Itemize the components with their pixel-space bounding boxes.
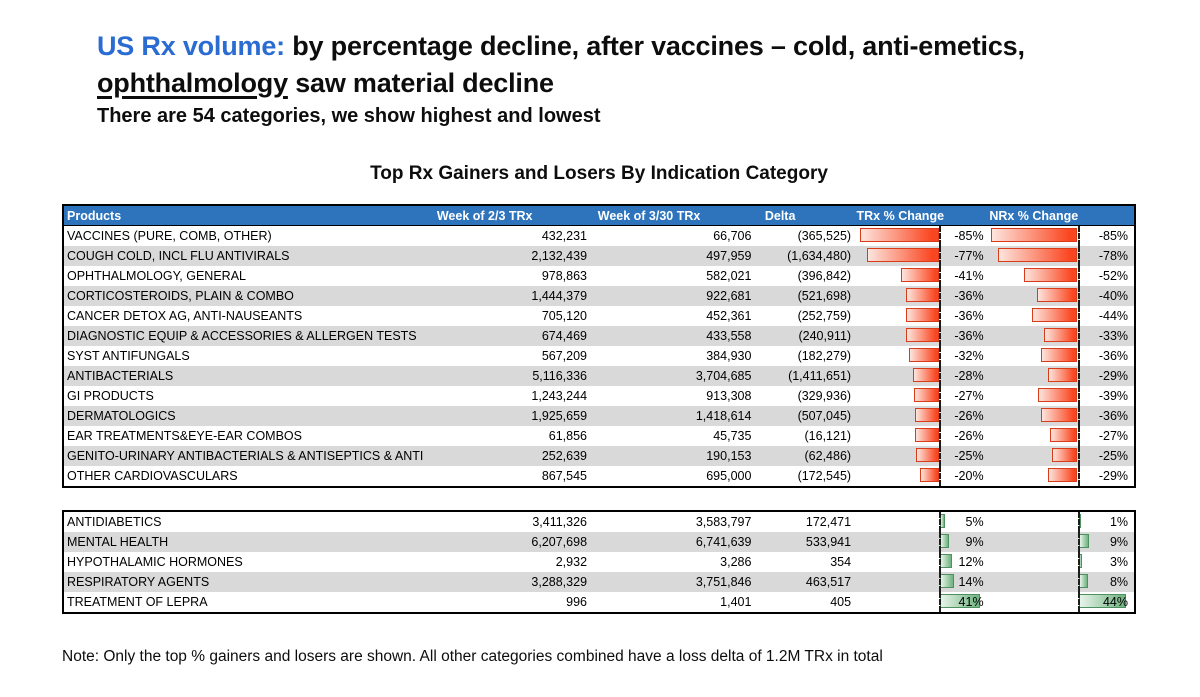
trx-change-cell (857, 446, 989, 466)
zero-axis-dashed-line (939, 532, 941, 552)
loss-bar (915, 428, 939, 442)
nrx-change-cell (989, 266, 1134, 286)
week-23-trx-value: 3,288,329 (531, 575, 588, 589)
zero-axis-dashed-line (1078, 326, 1080, 346)
trx-change-cell (857, 326, 989, 346)
zero-axis-dashed-line (939, 446, 941, 466)
nrx-change-cell (989, 552, 1134, 572)
zero-axis-dashed-line (1078, 386, 1080, 406)
trx-pct-label: -77% (954, 249, 984, 263)
table-row (64, 386, 1134, 406)
week-23-trx-value: 705,120 (541, 309, 588, 323)
delta-value: 533,941 (805, 535, 852, 549)
table-row (64, 266, 1134, 286)
week-330-trx-value: 3,704,685 (695, 369, 752, 383)
nrx-pct-label: -29% (1098, 369, 1129, 383)
trx-pct-label: 41% (958, 595, 984, 609)
delta-value: (182,279) (797, 349, 852, 363)
week-23-trx-value: 674,469 (541, 329, 588, 343)
week-23-trx-value: 978,863 (541, 269, 588, 283)
table-row (64, 532, 1134, 552)
week-330-trx-value: 3,751,846 (695, 575, 752, 589)
trx-pct-label: -85% (954, 229, 984, 243)
nrx-change-cell (989, 572, 1134, 592)
nrx-pct-label: -33% (1098, 329, 1129, 343)
product-name: GI PRODUCTS (67, 389, 154, 403)
week-330-trx-value: 452,361 (706, 309, 752, 323)
delta-value: (396,842) (797, 269, 852, 283)
nrx-pct-label: 3% (1109, 555, 1129, 569)
nrx-pct-label: -29% (1098, 469, 1129, 483)
zero-axis-dashed-line (1078, 306, 1080, 326)
week-330-trx-value: 1,418,614 (695, 409, 752, 423)
delta-value: (62,486) (804, 449, 852, 463)
product-name: GENITO-URINARY ANTIBACTERIALS & ANTISEPTICS & ANTI (67, 449, 424, 463)
week-330-trx-value: 66,706 (713, 229, 752, 243)
week-330-trx-value: 3,286 (720, 555, 752, 569)
week-23-trx-value: 2,932 (555, 555, 588, 569)
header-trx-pct-change: TRx % Change (856, 209, 945, 223)
gain-bar (1079, 534, 1089, 548)
trx-pct-label: -41% (954, 269, 984, 283)
week-23-trx-value: 432,231 (541, 229, 588, 243)
week-330-trx-value: 913,308 (706, 389, 752, 403)
zero-axis-dashed-line (939, 326, 941, 346)
week-23-trx-value: 1,925,659 (531, 409, 588, 423)
zero-axis-dashed-line (939, 406, 941, 426)
nrx-pct-label: -27% (1098, 429, 1129, 443)
table-row (64, 406, 1134, 426)
header-delta: Delta (764, 209, 796, 223)
week-23-trx-value: 3,411,326 (532, 515, 588, 529)
gain-bar (1079, 574, 1088, 588)
trx-change-cell (857, 366, 989, 386)
loss-bar (1032, 308, 1077, 322)
trx-change-cell (857, 512, 989, 532)
week-23-trx-value: 252,639 (541, 449, 588, 463)
product-name: RESPIRATORY AGENTS (67, 575, 210, 589)
trx-change-cell (857, 346, 989, 366)
table-row (64, 426, 1134, 446)
week-23-trx-value: 867,545 (541, 469, 588, 483)
zero-axis-dashed-line (1078, 426, 1080, 446)
delta-value: (252,759) (797, 309, 852, 323)
header-nrx-pct-change: NRx % Change (989, 209, 1079, 223)
table-row (64, 286, 1134, 306)
delta-value: 172,471 (805, 515, 852, 529)
delta-value: 405 (830, 595, 852, 609)
product-name: OPHTHALMOLOGY, GENERAL (67, 269, 246, 283)
table-row (64, 326, 1134, 346)
trx-change-cell (857, 246, 989, 266)
zero-axis-dashed-line (1078, 466, 1080, 486)
nrx-change-cell (989, 426, 1134, 446)
week-330-trx-value: 6,741,639 (695, 535, 752, 549)
gainers-table (62, 510, 1136, 614)
product-name: COUGH COLD, INCL FLU ANTIVIRALS (67, 249, 290, 263)
loss-bar (1037, 288, 1077, 302)
trx-pct-label: -26% (954, 429, 984, 443)
loss-bar (1041, 408, 1077, 422)
gainers-table-body (64, 512, 1134, 612)
nrx-change-cell (989, 512, 1134, 532)
nrx-pct-label: -78% (1098, 249, 1129, 263)
loss-bar (1048, 368, 1077, 382)
zero-axis-dashed-line (939, 226, 941, 246)
week-23-trx-value: 5,116,336 (532, 369, 588, 383)
delta-value: (365,525) (797, 229, 852, 243)
product-name: MENTAL HEALTH (67, 535, 169, 549)
zero-axis-dashed-line (1078, 552, 1080, 572)
table-row (64, 446, 1134, 466)
nrx-pct-label: -52% (1098, 269, 1129, 283)
delta-value: 354 (830, 555, 852, 569)
week-23-trx-value: 996 (566, 595, 588, 609)
trx-pct-label: 14% (958, 575, 984, 589)
delta-value: (172,545) (797, 469, 852, 483)
table-row (64, 512, 1134, 532)
loss-bar (998, 248, 1077, 262)
loss-bar (914, 388, 939, 402)
nrx-pct-label: -40% (1098, 289, 1129, 303)
header-week-23-trx: Week of 2/3 TRx (436, 209, 533, 223)
product-name: DIAGNOSTIC EQUIP & ACCESSORIES & ALLERGEN TESTS (67, 329, 417, 343)
zero-axis-dashed-line (939, 572, 941, 592)
trx-pct-label: -32% (954, 349, 984, 363)
trx-change-cell (857, 572, 989, 592)
nrx-pct-label: 8% (1109, 575, 1129, 589)
table-row (64, 306, 1134, 326)
trx-pct-label: 9% (965, 535, 984, 549)
loss-bar (901, 268, 939, 282)
table-row (64, 346, 1134, 366)
week-330-trx-value: 695,000 (706, 469, 752, 483)
product-name: DERMATOLOGICS (67, 409, 176, 423)
nrx-change-cell (989, 592, 1134, 612)
nrx-change-cell (989, 532, 1134, 552)
week-23-trx-value: 61,856 (548, 429, 588, 443)
loss-bar (1024, 268, 1077, 282)
trx-change-cell (857, 266, 989, 286)
zero-axis-dashed-line (1078, 366, 1080, 386)
product-name: ANTIBACTERIALS (67, 369, 174, 383)
gain-bar (940, 534, 949, 548)
trx-change-cell (857, 406, 989, 426)
trx-pct-label: -36% (954, 289, 984, 303)
nrx-change-cell (989, 306, 1134, 326)
header-products: Products (67, 209, 122, 223)
nrx-pct-label: 1% (1109, 515, 1129, 529)
trx-change-cell (857, 532, 989, 552)
nrx-change-cell (989, 366, 1134, 386)
nrx-change-cell (989, 446, 1134, 466)
loss-bar (1050, 428, 1077, 442)
losers-table (62, 204, 1136, 488)
table-header-row (64, 206, 1134, 226)
trx-change-cell (857, 552, 989, 572)
delta-value: (1,634,480) (787, 249, 852, 263)
title-highlight: US Rx volume: (97, 31, 285, 61)
table-row (64, 572, 1134, 592)
product-name: HYPOTHALAMIC HORMONES (67, 555, 243, 569)
gain-bar (940, 574, 954, 588)
loss-bar (915, 408, 939, 422)
trx-pct-label: -28% (954, 369, 984, 383)
loss-bar (906, 288, 939, 302)
product-name: EAR TREATMENTS&EYE-EAR COMBOS (67, 429, 302, 443)
trx-change-cell (857, 386, 989, 406)
table-row (64, 592, 1134, 612)
trx-change-cell (857, 226, 989, 246)
zero-axis-dashed-line (1078, 226, 1080, 246)
zero-axis-dashed-line (939, 512, 941, 532)
trx-pct-label: -36% (954, 329, 984, 343)
table-row (64, 246, 1134, 266)
week-330-trx-value: 190,153 (706, 449, 752, 463)
nrx-change-cell (989, 406, 1134, 426)
product-name: CORTICOSTEROIDS, PLAIN & COMBO (67, 289, 294, 303)
zero-axis-dashed-line (939, 266, 941, 286)
loss-bar (1052, 448, 1077, 462)
loss-bar (1044, 328, 1077, 342)
zero-axis-dashed-line (1078, 266, 1080, 286)
loss-bar (1048, 468, 1077, 482)
loss-bar (920, 468, 939, 482)
week-330-trx-value: 3,583,797 (695, 515, 752, 529)
delta-value: (16,121) (804, 429, 852, 443)
zero-axis-dashed-line (939, 592, 941, 612)
product-name: CANCER DETOX AG, ANTI-NAUSEANTS (67, 309, 303, 323)
chart-title: Top Rx Gainers and Losers By Indication Category (370, 163, 828, 184)
trx-change-cell (857, 426, 989, 446)
nrx-change-cell (989, 386, 1134, 406)
zero-axis-dashed-line (1078, 406, 1080, 426)
nrx-pct-label: -25% (1098, 449, 1129, 463)
page-title (97, 28, 1089, 102)
week-23-trx-value: 1,243,244 (531, 389, 588, 403)
losers-table-body (64, 226, 1134, 486)
zero-axis-dashed-line (939, 366, 941, 386)
week-330-trx-value: 45,735 (713, 429, 752, 443)
loss-bar (860, 228, 939, 242)
loss-bar (906, 328, 939, 342)
footnote: Note: Only the top % gainers and losers are shown. All other categories combined have a loss delta of 1.2M TRx in total (62, 648, 883, 665)
week-330-trx-value: 497,959 (706, 249, 752, 263)
nrx-pct-label: 9% (1109, 535, 1129, 549)
trx-change-cell (857, 466, 989, 486)
delta-value: (240,911) (798, 329, 852, 343)
nrx-pct-label: -36% (1098, 349, 1129, 363)
table-row (64, 466, 1134, 486)
week-330-trx-value: 582,021 (706, 269, 752, 283)
week-23-trx-value: 2,132,439 (531, 249, 588, 263)
zero-axis-dashed-line (939, 286, 941, 306)
zero-axis-dashed-line (939, 552, 941, 572)
loss-bar (906, 308, 939, 322)
trx-pct-label: 5% (965, 515, 984, 529)
trx-change-cell (857, 592, 989, 612)
nrx-change-cell (989, 346, 1134, 366)
nrx-pct-label: -36% (1098, 409, 1129, 423)
header-week-330-trx: Week of 3/30 TRx (597, 209, 701, 223)
delta-value: (521,698) (797, 289, 852, 303)
nrx-change-cell (989, 326, 1134, 346)
trx-pct-label: -25% (954, 449, 984, 463)
product-name: SYST ANTIFUNGALS (67, 349, 190, 363)
product-name: TREATMENT OF LEPRA (67, 595, 208, 609)
loss-bar (1038, 388, 1077, 402)
zero-axis-dashed-line (1078, 246, 1080, 266)
zero-axis-dashed-line (1078, 512, 1080, 532)
loss-bar (1041, 348, 1077, 362)
product-name: ANTIDIABETICS (67, 515, 162, 529)
week-330-trx-value: 1,401 (720, 595, 752, 609)
nrx-pct-label: -44% (1098, 309, 1129, 323)
week-23-trx-value: 567,209 (541, 349, 588, 363)
table-row (64, 226, 1134, 246)
delta-value: (507,045) (797, 409, 852, 423)
trx-pct-label: 12% (958, 555, 984, 569)
table-row (64, 366, 1134, 386)
nrx-change-cell (989, 246, 1134, 266)
loss-bar (867, 248, 939, 262)
week-330-trx-value: 922,681 (706, 289, 752, 303)
trx-pct-label: -27% (954, 389, 984, 403)
table-row (64, 552, 1134, 572)
trx-pct-label: -20% (954, 469, 984, 483)
loss-bar (991, 228, 1077, 242)
title-text-before: by percentage decline, after vaccines – cold, anti-emetics, (284, 31, 1025, 61)
loss-bar (913, 368, 939, 382)
zero-axis-dashed-line (1078, 446, 1080, 466)
week-23-trx-value: 1,444,379 (531, 289, 588, 303)
trx-change-cell (857, 306, 989, 326)
zero-axis-dashed-line (939, 466, 941, 486)
nrx-change-cell (989, 286, 1134, 306)
nrx-pct-label: 44% (1102, 595, 1129, 609)
loss-bar (909, 348, 939, 362)
zero-axis-dashed-line (939, 306, 941, 326)
zero-axis-dashed-line (1078, 286, 1080, 306)
trx-pct-label: -36% (954, 309, 984, 323)
zero-axis-dashed-line (1078, 532, 1080, 552)
gain-bar (940, 554, 952, 568)
zero-axis-dashed-line (939, 346, 941, 366)
nrx-change-cell (989, 466, 1134, 486)
zero-axis-dashed-line (939, 426, 941, 446)
delta-value: (329,936) (797, 389, 852, 403)
product-name: OTHER CARDIOVASCULARS (67, 469, 238, 483)
title-underlined-word: ophthalmology (97, 68, 288, 98)
week-330-trx-value: 433,558 (706, 329, 752, 343)
zero-axis-dashed-line (1078, 572, 1080, 592)
subtitle: There are 54 categories, we show highest and lowest (97, 105, 601, 127)
zero-axis-dashed-line (1078, 346, 1080, 366)
week-330-trx-value: 384,930 (706, 349, 752, 363)
week-23-trx-value: 6,207,698 (531, 535, 588, 549)
nrx-change-cell (989, 226, 1134, 246)
product-name: VACCINES (PURE, COMB, OTHER) (67, 229, 272, 243)
nrx-pct-label: -85% (1098, 229, 1129, 243)
zero-axis-dashed-line (1078, 592, 1080, 612)
title-block (97, 28, 1089, 128)
loss-bar (916, 448, 939, 462)
zero-axis-dashed-line (939, 246, 941, 266)
trx-change-cell (857, 286, 989, 306)
zero-axis-dashed-line (939, 386, 941, 406)
nrx-pct-label: -39% (1098, 389, 1129, 403)
title-text-after: saw material decline (287, 68, 554, 98)
delta-value: (1,411,651) (788, 369, 852, 383)
delta-value: 463,517 (805, 575, 852, 589)
trx-pct-label: -26% (954, 409, 984, 423)
